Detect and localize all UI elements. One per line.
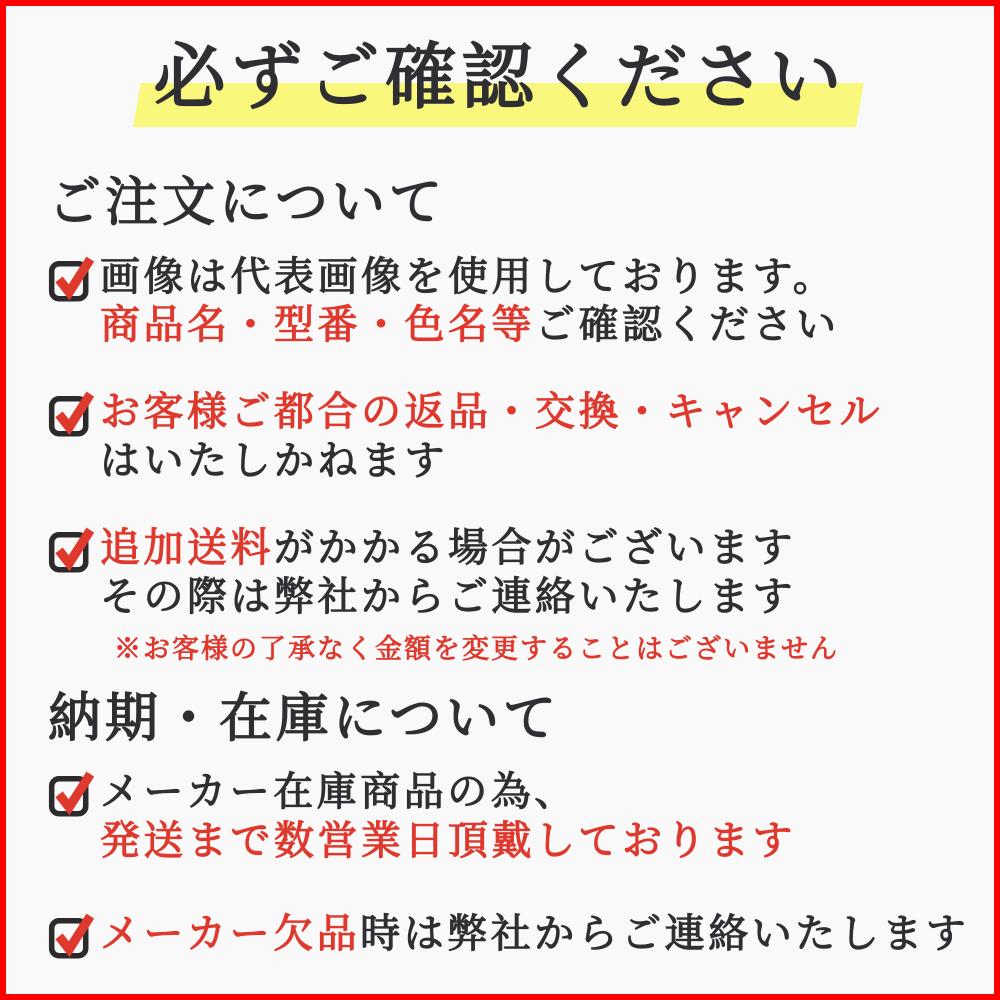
item-line: [100, 301, 840, 350]
checkbox-icon: [48, 910, 94, 960]
item-text-segment: 画像は代表画像を使用しております。: [100, 253, 837, 299]
item-line: [100, 768, 796, 817]
checkbox-icon: [48, 524, 94, 574]
list-item-representative-image: [48, 253, 974, 351]
item-line: [100, 910, 969, 959]
item-text-segment-red: メーカー欠品: [100, 910, 361, 956]
item-text-segment: メーカー在庫商品の為、: [100, 769, 578, 815]
title-section: [6, 40, 994, 116]
item-line: [100, 253, 840, 302]
item-text-segment: ご確認ください: [535, 302, 840, 348]
checkbox-icon: [48, 253, 94, 303]
item-line: [100, 817, 796, 866]
item-text-segment: がかかる場合がございます: [274, 524, 796, 570]
list-item-maker-stock: [48, 768, 974, 866]
item-line: [100, 524, 839, 573]
list-item-no-returns: [48, 388, 974, 486]
item-text: [100, 253, 840, 351]
item-text: [100, 768, 796, 866]
item-text: [100, 910, 969, 959]
page-title-text: 必ずご確認ください: [153, 38, 847, 118]
item-line: [100, 388, 883, 437]
section-heading-orders: ご注文について: [48, 174, 446, 233]
list-item-maker-shortage: [48, 910, 974, 960]
item-text: [100, 524, 839, 666]
item-text-segment-red: 追加送料: [100, 524, 274, 570]
section-orders: [6, 174, 994, 665]
item-text-segment: その際は弊社からご連絡いたします: [100, 573, 796, 619]
item-line: [100, 437, 883, 486]
item-text: [100, 388, 883, 486]
item-text-segment: 時は弊社からご連絡いたします: [360, 910, 970, 956]
checkbox-icon: [48, 388, 94, 438]
section-stock: [6, 690, 994, 960]
item-line: [100, 573, 839, 622]
item-text-segment-red: 商品名・型番・色名等: [100, 302, 535, 348]
item-text-segment-red: 発送まで数営業日頂戴しております: [100, 817, 796, 863]
item-text-segment: はいたしかねます: [100, 438, 448, 483]
item-footnote: ※お客様の了承なく金額を変更することはございません: [114, 634, 839, 665]
orders-item-list: [48, 253, 974, 666]
stock-item-list: [48, 768, 974, 960]
section-heading-stock: 納期・在庫について: [48, 689, 560, 748]
item-text-segment-red: お客様ご都合の返品・交換・キャンセル: [100, 389, 883, 435]
page-title: [153, 40, 846, 116]
list-item-extra-shipping: [48, 524, 974, 666]
checkbox-icon: [48, 768, 94, 818]
